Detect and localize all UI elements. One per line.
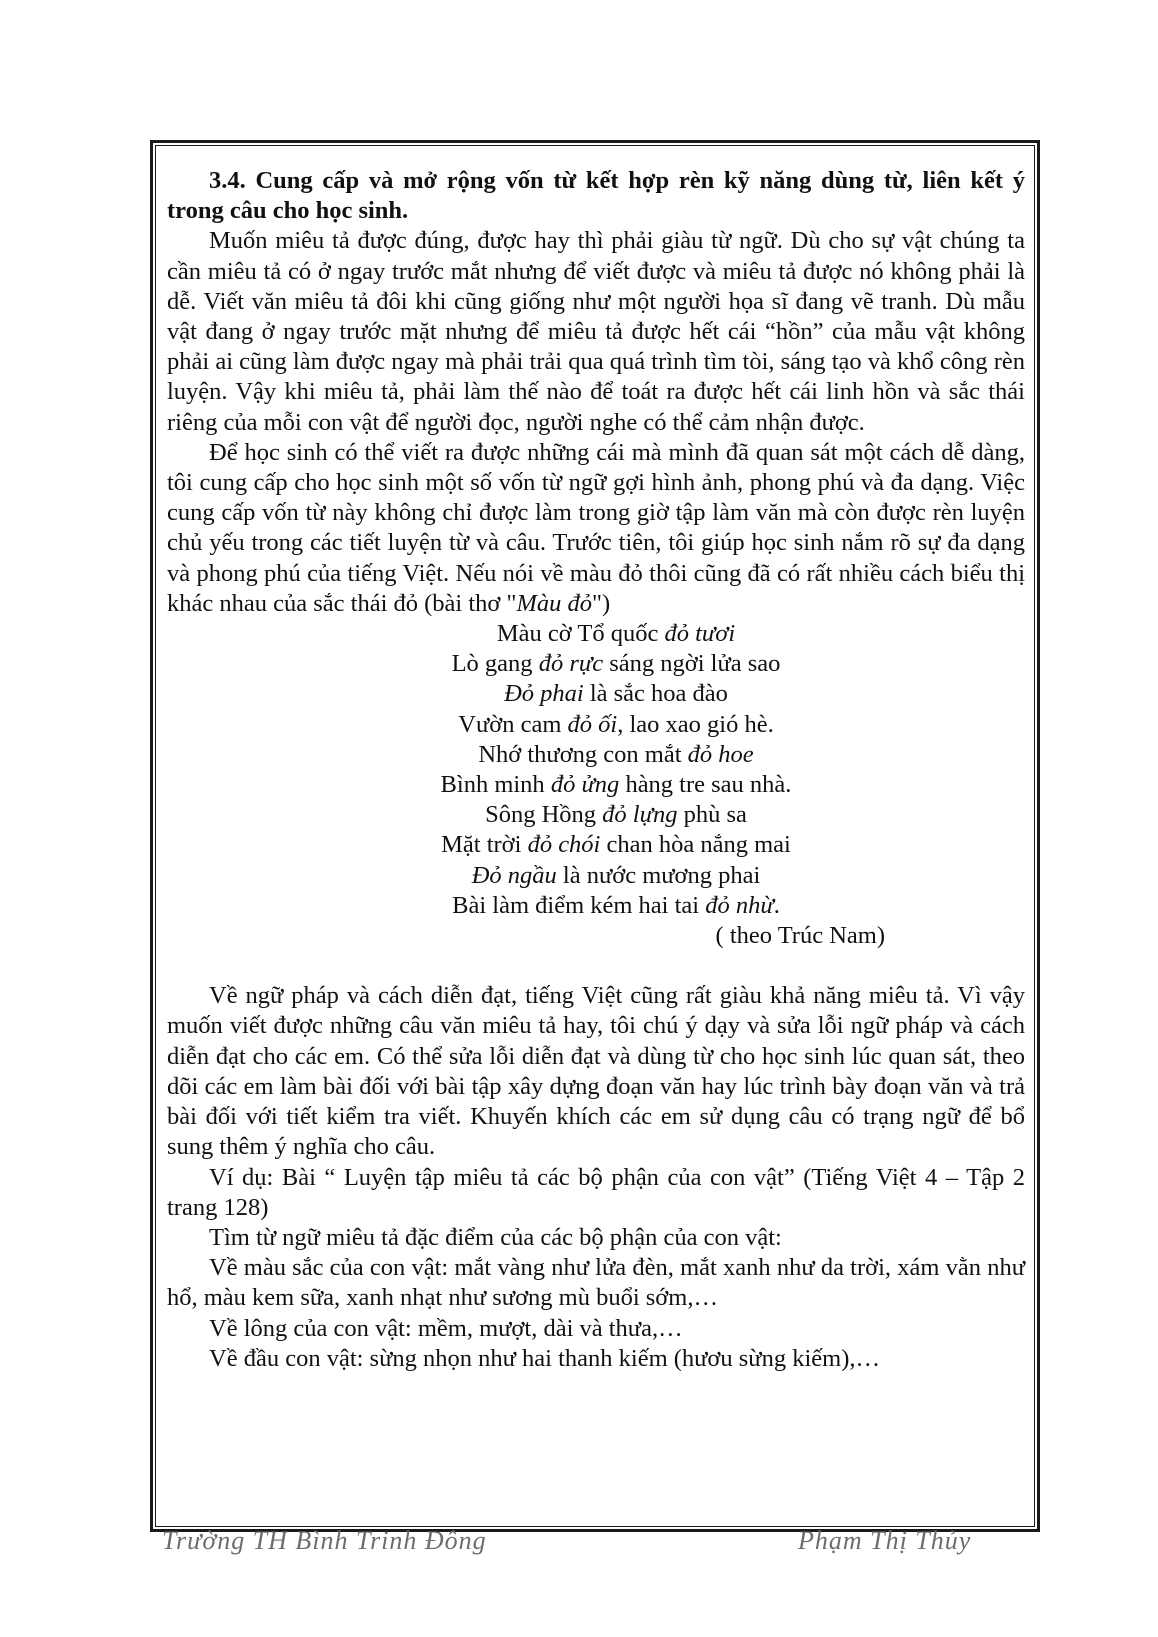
poem-line: Đỏ phai là sắc hoa đào (504, 680, 728, 708)
poem-line: Bình minh đỏ ửng hàng tre sau nhà. (440, 771, 792, 799)
section-heading: 3.4. Cung cấp và mở rộng vốn từ kết hợp rèn kỹ năng dùng từ, liên kết ý trong câu cho học sinh. (167, 167, 1025, 225)
paragraph: Ví dụ: Bài “ Luyện tập miêu tả các bộ phận của con vật” (Tiếng Việt 4 – Tập 2 trang 128) (167, 1163, 1025, 1221)
paragraph: Về màu sắc của con vật: mắt vàng như lửa đèn, mắt xanh như da trời, xám vằn như hổ, màu kem sữa, xanh nhạt như sương mù buổi sớm,… (167, 1254, 1025, 1312)
poem-line: Lò gang đỏ rực sáng ngời lửa sao (451, 650, 781, 678)
document-body (167, 166, 1025, 1374)
poem-line: Màu cờ Tổ quốc đỏ tươi (496, 620, 736, 648)
paragraph: Tìm từ ngữ miêu tả đặc điểm của các bộ phận của con vật: (209, 1223, 782, 1251)
footer-school: Trường TH Bình Trinh Đông (162, 1526, 487, 1555)
poem-line: Sông Hồng đỏ lựng phù sa (485, 801, 747, 829)
poem-line: Đỏ ngầu là nước mương phai (471, 861, 761, 889)
paragraph: Về ngữ pháp và cách diễn đạt, tiếng Việt cũng rất giàu khả năng miêu tả. Vì vậy muốn viết được những câu văn miêu tả hay, tôi chú ý dạy và sửa lỗi ngữ pháp và cách diễn đạt cho các em. Có thể sửa lỗi diễn đạt và dùng từ cho học sinh lúc quan sát, theo dõi các em làm bài đối với bài tập xây dựng đoạn văn hay lúc trình bày đoạn văn và trả bài đối với tiết kiểm tra viết. Khuyến khích các em sử dụng câu có trạng ngữ để bổ sung thêm ý nghĩa cho câu. (167, 982, 1025, 1161)
poem (167, 619, 1025, 921)
poem-line: Vườn cam đỏ ối, lao xao gió hè. (458, 710, 774, 738)
poem-line: Mặt trời đỏ chói chan hòa nắng mai (441, 831, 791, 859)
intro-close: ") (592, 589, 611, 617)
paragraph: Về lông của con vật: mềm, mượt, dài và thưa,… (209, 1314, 683, 1342)
intro-paragraph (167, 438, 1025, 619)
intro-text: Để học sinh có thể viết ra được những cái mà mình đã quan sát một cách dễ dàng, tôi cung cấp cho học sinh một số vốn từ ngữ gợi hình ảnh, phong phú và đa dạng. Việc cung cấp vốn từ này không chỉ được làm trong giờ tập làm văn mà còn được rèn luyện chủ yếu trong các tiết luyện từ và câu. Trước tiên, tôi giúp học sinh nắm rõ sự đa dạng và phong phú của tiếng Việt. Nếu nói về màu đỏ thôi cũng đã có rất nhiều cách biểu thị khác nhau của sắc thái đỏ (bài thơ " (167, 438, 1025, 617)
poem-line: Bài làm điểm kém hai tai đỏ nhừ. (452, 891, 780, 919)
paragraph: Muốn miêu tả được đúng, được hay thì phải giàu từ ngữ. Dù cho sự vật chúng ta cần miêu tả có ở ngay trước mắt nhưng để viết được và miêu tả được nó không phải là dễ. Viết văn miêu tả đôi khi cũng giống như một người họa sĩ đang vẽ tranh. Dù mẫu vật đang ở ngay trước mặt nhưng để miêu tả được hết cái “hồn” của mẫu vật không phải ai cũng làm được ngay mà phải trải qua quá trình tìm tòi, sáng tạo và khổ công rèn luyện. Vậy khi miêu tả, phải làm thế nào để toát ra được hết cái linh hồn và sắc thái riêng của mỗi con vật để người đọc, người nghe có thể cảm nhận được. (167, 227, 1025, 436)
spacer (167, 951, 1025, 981)
poem-title: Màu đỏ (516, 589, 593, 617)
footer-author: Phạm Thị Thủy (798, 1526, 972, 1555)
poem-source: ( theo Trúc Nam) (715, 922, 885, 950)
poem-line: Nhớ thương con mắt đỏ hoe (478, 740, 754, 768)
paragraph: Về đầu con vật: sừng nhọn như hai thanh kiếm (hươu sừng kiếm),… (209, 1344, 880, 1372)
